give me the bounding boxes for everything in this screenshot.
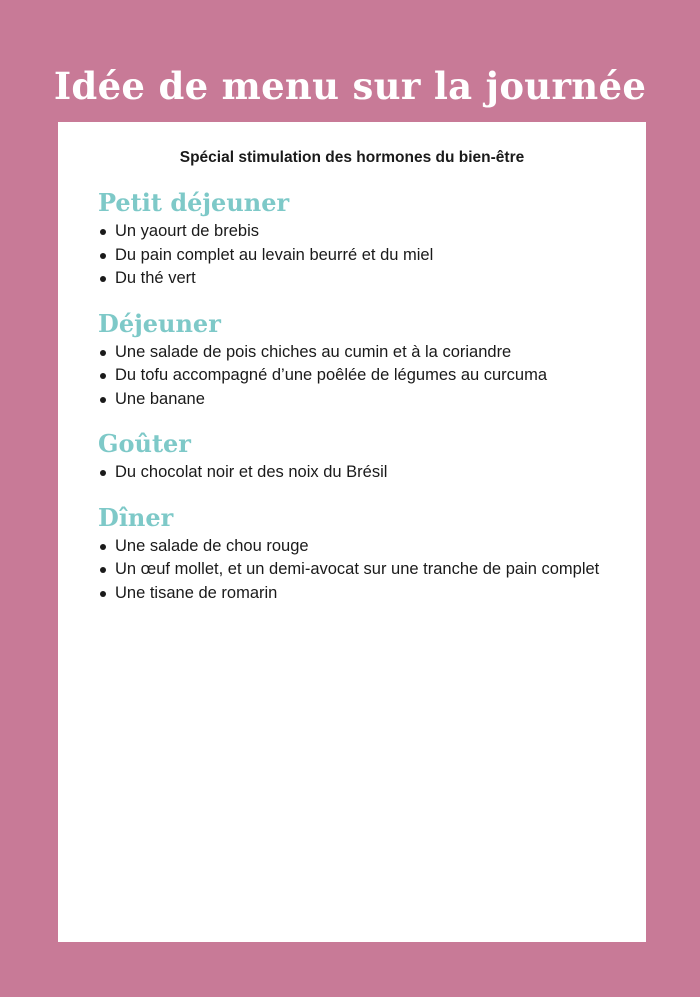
section-title: Dîner [98,502,174,532]
section-diner [98,503,606,606]
list-item: Un œuf mollet, et un demi-avocat sur une tranche de pain complet [98,558,606,582]
list-item: Une salade de pois chiches au cumin et à la coriandre [98,341,606,365]
page-title: Idée de menu sur la journée [53,64,647,108]
list-item: Un yaourt de brebis [98,220,606,244]
list-item: Une banane [98,388,606,412]
section-gouter [98,429,606,485]
section-title: Petit déjeuner [98,188,290,217]
list-item: Du pain complet au levain beurré et du miel [98,244,606,268]
item-list [98,535,606,606]
list-item: Une salade de chou rouge [98,535,606,559]
menu-card [58,122,646,942]
section-dejeuner [98,309,606,412]
section-petit-dejeuner [98,188,606,291]
list-item: Du tofu accompagné d’une poêlée de légumes au curcuma [98,364,606,388]
list-item: Une tisane de romarin [98,582,606,606]
list-item: Du chocolat noir et des noix du Brésil [98,461,606,485]
list-item: Du thé vert [98,267,606,291]
section-title: Goûter [98,429,191,458]
section-title: Déjeuner [98,308,221,338]
item-list [98,341,606,412]
card-subtitle: Spécial stimulation des hormones du bien-être [179,149,525,166]
item-list [98,461,606,485]
item-list [98,220,606,291]
